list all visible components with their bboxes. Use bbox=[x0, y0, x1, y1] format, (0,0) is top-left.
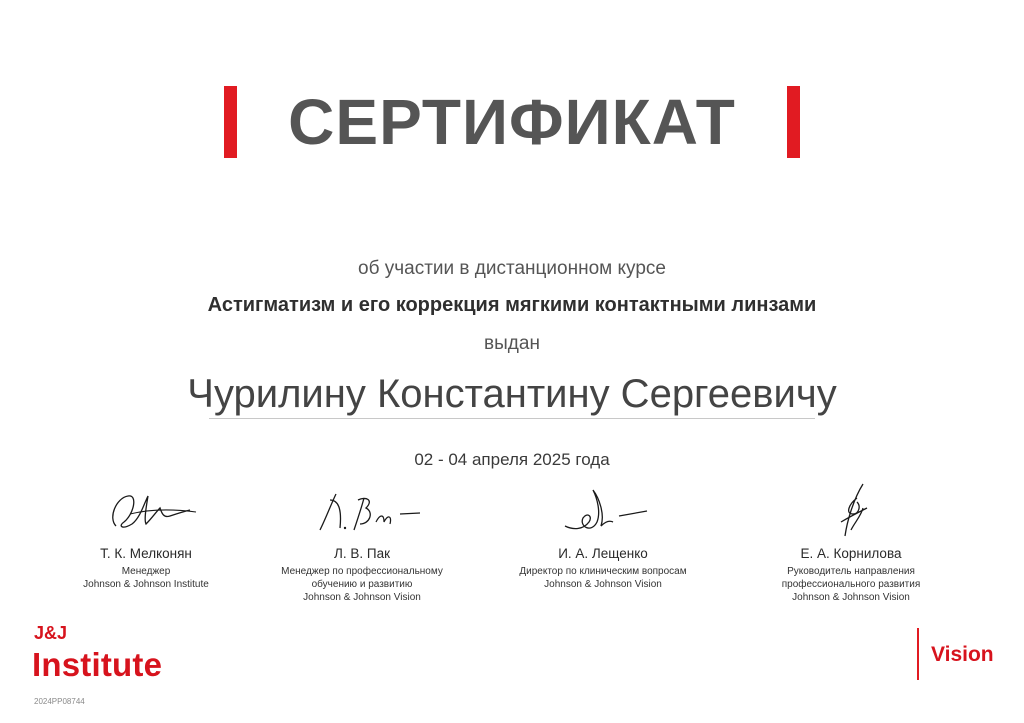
course-name: Астигматизм и его коррекция мягкими контактными линзами bbox=[207, 294, 817, 316]
handwritten-signature-icon bbox=[801, 478, 901, 542]
signatory-name: И. А. Лещенко bbox=[558, 546, 648, 561]
signatory-role: Менеджер Johnson & Johnson Institute bbox=[83, 566, 209, 590]
vision-logo-bar bbox=[917, 628, 919, 680]
signatory-block bbox=[36, 478, 256, 591]
signatory-role: Менеджер по профессиональному обучению и развитию Johnson & Johnson Vision bbox=[281, 566, 443, 603]
handwritten-signature-icon bbox=[86, 478, 206, 542]
issued-text: выдан bbox=[484, 333, 540, 354]
handwritten-signature-icon bbox=[543, 478, 663, 542]
intro-text: об участии в дистанционном курсе bbox=[358, 258, 666, 279]
certificate-title: СЕРТИФИКАТ bbox=[288, 86, 736, 158]
signatory-role: Директор по клиническим вопросам Johnson & Johnson Vision bbox=[519, 566, 687, 590]
signatory-role: Руководитель направления профессионального развития Johnson & Johnson Vision bbox=[781, 566, 921, 603]
jj-logo-text: J&J bbox=[34, 623, 68, 643]
vision-logo-text: Vision bbox=[931, 643, 994, 666]
signatory-block bbox=[252, 478, 472, 604]
signatory-name: Л. В. Пак bbox=[334, 546, 390, 561]
recipient-underline bbox=[209, 418, 815, 419]
signatory-name: Т. К. Мелконян bbox=[100, 546, 192, 561]
signatory-block bbox=[741, 478, 961, 604]
signatory-name: Е. А. Корнилова bbox=[800, 546, 902, 561]
course-dates: 02 - 04 апреля 2025 года bbox=[414, 450, 610, 469]
handwritten-signature-icon bbox=[292, 478, 432, 542]
recipient-name: Чурилину Константину Сергеевичу bbox=[187, 372, 837, 416]
document-code: 2024PP08744 bbox=[34, 697, 85, 706]
institute-logo-text: Institute bbox=[32, 646, 163, 683]
signatory-block bbox=[493, 478, 713, 591]
title-accent-bar-right bbox=[787, 86, 800, 158]
